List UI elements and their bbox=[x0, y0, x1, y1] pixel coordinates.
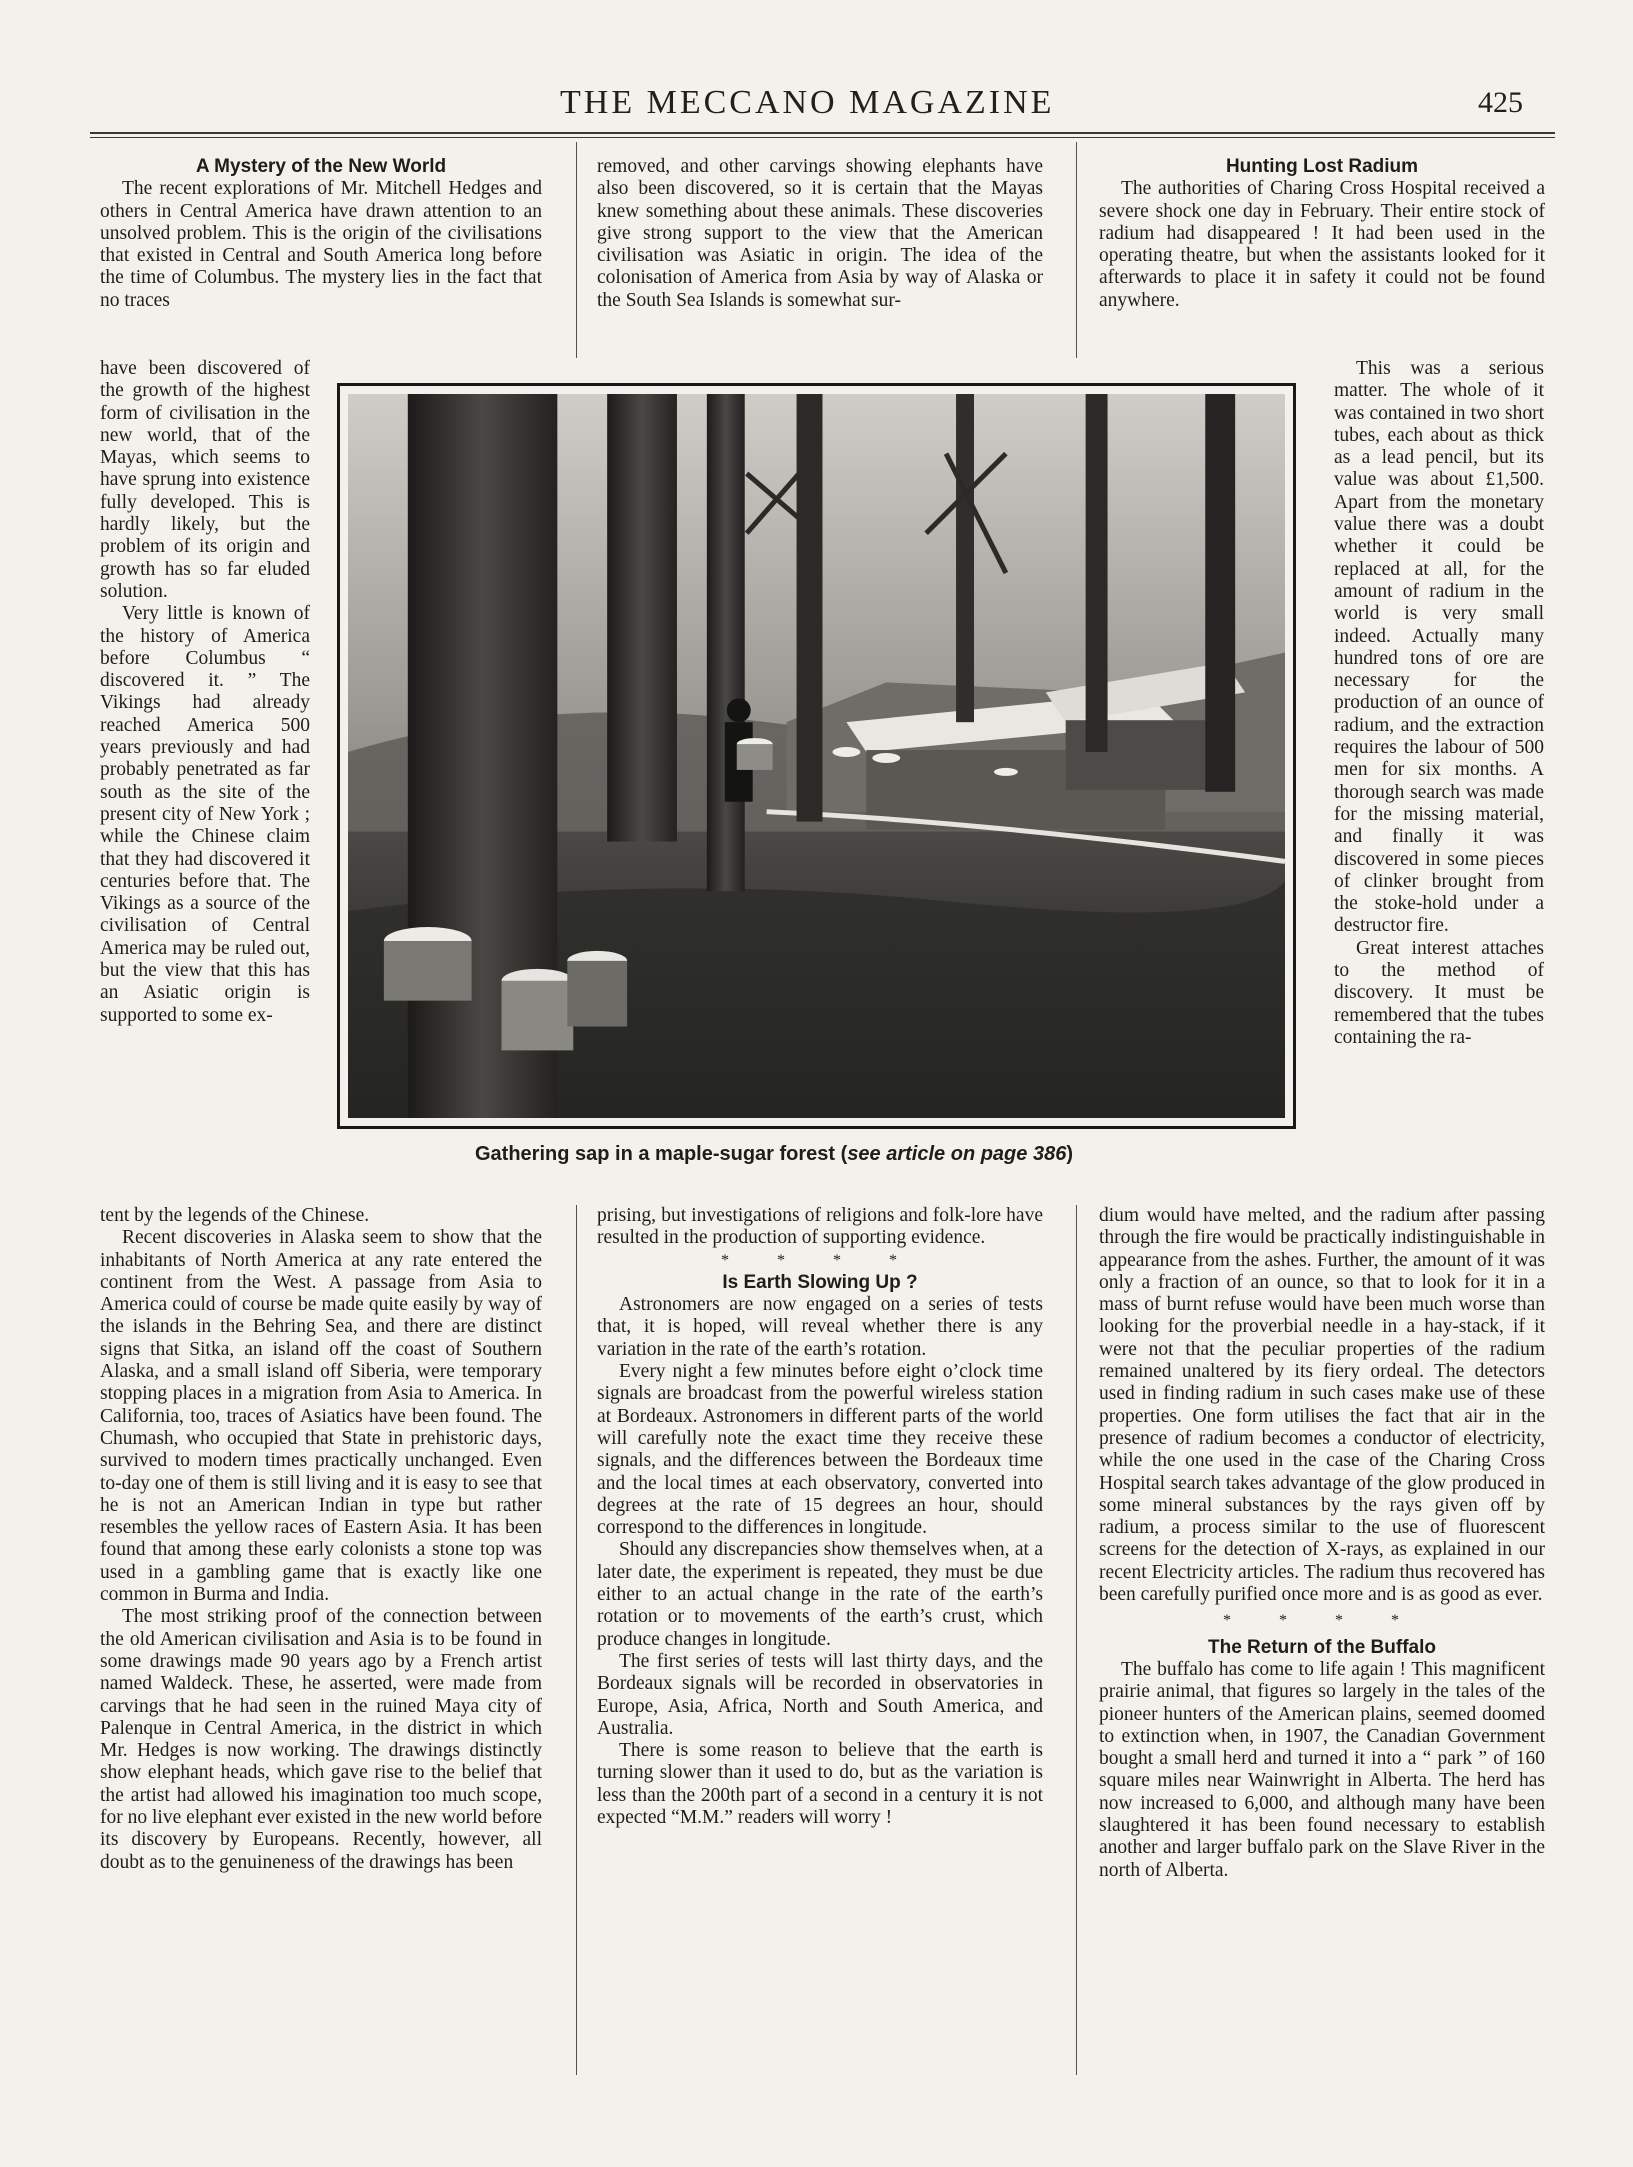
maple-forest-photo bbox=[348, 394, 1285, 1118]
mystery-paragraph-3: Very little is known of the history of America before Columbus “ discovered it. ” The Vikings had already reached America 500 years previously and had probably penetrated as far south as the site of the present city of New York ; while the Chinese claim that they had discovered it centuries before that. The Vikings as a source of the civilisation of Central America may be ruled out, but the view that this has an Asiatic origin is supported to some ex- bbox=[100, 603, 310, 1026]
mystery-article-bottom bbox=[100, 1205, 542, 1874]
mystery-paragraph-2: have been discovered of the growth of the highest form of civilisation in the new world, that of the Mayas, which seems to have sprung into existence fully developed. This is hardly likely, but the problem of its origin and growth has so far eluded solution. bbox=[100, 358, 310, 602]
header-rule-thin bbox=[90, 137, 1555, 138]
radium-paragraph-1: The authorities of Charing Cross Hospital received a severe shock one day in February. Their entire stock of radium had disappeared ! It had been used in the operating theatre, but when the assistants looked for it afterwards to place it in safety it could not be found anywhere. bbox=[1099, 178, 1545, 311]
earth-paragraph-5: There is some reason to believe that the earth is turning slower than it used to do, but as the variation is less than the 200th part of a second in a century it is not expected “M.M.” readers will worry ! bbox=[597, 1740, 1043, 1829]
radium-article-narrow bbox=[1334, 358, 1544, 1049]
radium-paragraph-2: This was a serious matter. The whole of it was contained in two short tubes, each about as thick as a lead pencil, but its value was about £1,500. Apart from the monetary value there was a doubt whether it could be replaced at all, for the amount of radium in the world is very small indeed. Actually many hundred tons of ore are necessary for the production of an ounce of radium, and the extraction requires the labour of 500 men for six months. A thorough search was made for the missing material, and finally it was discovered in some pieces of clinker brought from the stoke-hold under a destructor fire. bbox=[1334, 358, 1544, 937]
earth-paragraph-1: Astronomers are now engaged on a series of tests that, it is hoped, will reveal whether there is any variation in the rate of the earth’s rotation. bbox=[597, 1294, 1043, 1360]
earth-heading: Is Earth Slowing Up ? bbox=[722, 1271, 918, 1293]
page-number: 425 bbox=[1478, 86, 1523, 119]
mystery-paragraph-1: The recent explorations of Mr. Mitchell Hedges and others in Central America have drawn attention to an unsolved problem. This is the origin of the civilisations that existed in Central and South America long before the time of Columbus. The mystery lies in the fact that no traces bbox=[100, 178, 542, 311]
earth-paragraph-4: The first series of tests will last thirty days, and the Bordeaux signals will be recorded in observatories in Europe, Asia, Africa, North and South America, and Australia. bbox=[597, 1650, 1043, 1739]
magazine-title: THE MECCANO MAGAZINE bbox=[560, 84, 1055, 121]
radium-paragraph-4: dium would have melted, and the radium after passing through the fire would be practically indistinguishable in appearance from the ashes. Further, the amount of it was only a fraction of an ounce, so that to look for it in a mass of burnt refuse would have been much worse than looking for the proverbial needle in a hay-stack, if it were not that the peculiar properties of the radium remained unaltered by its fiery ordeal. The detectors used in finding radium in such cases make use of these properties. One form utilises the fact that air in the presence of radium becomes a conductor of electricity, while the one used in the case of the Charing Cross Hospital search takes advantage of the glow produced in some mineral substances by the rays given off by radium, a process similar to the use of fluorescent screens for the detection of X-rays, as explained in our recent Electricity articles. The radium thus recovered has been carefully purified once more and is as good as ever. bbox=[1099, 1205, 1545, 1606]
mystery-article-top bbox=[100, 156, 542, 312]
forest-illustration bbox=[348, 394, 1285, 1118]
header-rule bbox=[90, 132, 1555, 134]
photo-frame bbox=[337, 383, 1296, 1129]
mystery-paragraph-4: tent by the legends of the Chinese. bbox=[100, 1205, 370, 1226]
mystery-paragraph-5: Recent discoveries in Alaska seem to show that the inhabitants of North America at any rate entered the continent from the West. A passage from Asia to America could of course be made quite easily by way of the islands in the Behring Sea, and there are distinct signs that Sitka, an island off the coast of Southern Alaska, and a small island off Siberia, were temporary stopping places in a migration from Asia to America. In California, too, traces of Asiatics have been found. The Chumash, who occupied that State in prehistoric days, survived to modern times practically unchanged. Even to-day one of them is still living and it is easy to see that he is not an American Indian in type but rather resembles the yellow races of Eastern Asia. It has been found that among these early colonists a stone top was used in a gambling game that is exactly like one common in Burma and India. bbox=[100, 1227, 542, 1606]
buffalo-paragraph: The buffalo has come to life again ! This magnificent prairie animal, that figures so largely in the tales of the pioneer hunters of the American plains, seemed doomed to extinction when, in 1907, the Canadian Government bought a small herd and turned it into a “ park ” of 160 square miles near Wainwright in Alberta. The herd has now increased to 6,000, and although many have been slaughtered it has been found necessary to establish another and larger buffalo park on the Slave River in the north of Alberta. bbox=[1099, 1658, 1545, 1881]
mystery-paragraph-7: removed, and other carvings showing elephants have also been discovered, so it is certain that the Mayas knew something about these animals. These discoveries give strong support to the view that the American civilisation was Asiatic in origin. The idea of the colonisation of America from Asia by way of Alaska or the South Sea Islands is somewhat sur- bbox=[597, 156, 1043, 311]
column-divider-right-bottom bbox=[1076, 1205, 1077, 2075]
radium-paragraph-3: Great interest attaches to the method of discovery. It must be remembered that the tubes containing the ra- bbox=[1334, 937, 1544, 1048]
section-separator: * * * * bbox=[721, 1251, 919, 1269]
earth-article bbox=[597, 1205, 1043, 1829]
earth-paragraph-3: Should any discrepancies show themselves when, at a later date, the experiment is repeated, they must be due either to an actual change in the rate of the earth’s rotation or to movements of the earth’s crust, which produce changes in longitude. bbox=[597, 1539, 1043, 1650]
earth-paragraph-2: Every night a few minutes before eight o’clock time signals are broadcast from the powerful wireless station at Bordeaux. Astronomers in different parts of the world will carefully note the exact time they receive these signals, and the differences between the Bordeaux time and the local times at each observatory, converted into degrees at the rate of 15 degrees an hour, should correspond to the differences in longitude. bbox=[597, 1361, 1043, 1539]
caption-end: ) bbox=[1066, 1143, 1073, 1165]
mystery-article-continued bbox=[597, 156, 1043, 312]
caption-italic: see article on page 386 bbox=[847, 1143, 1067, 1165]
radium-heading: Hunting Lost Radium bbox=[1225, 156, 1419, 177]
column-divider-right-top bbox=[1076, 142, 1077, 358]
column-divider-left-bottom bbox=[576, 1205, 577, 2075]
photo-caption bbox=[475, 1143, 1073, 1166]
radium-article-top bbox=[1099, 156, 1545, 312]
mystery-heading: A Mystery of the New World bbox=[195, 156, 447, 177]
column-divider-left-top bbox=[576, 142, 577, 358]
mystery-paragraph-6: The most striking proof of the connection between the old American civilisation and Asia is to be found in some drawings made 90 years ago by a French artist named Waldeck. These, he asserted, were made from carvings that he had seen in the ruined Maya city of Palenque in Central America, in the district in which Mr. Hedges is now working. The drawings distinctly show elephant heads, which gave rise to the belief that the artist had allowed his imagination too much scope, for no live elephant ever existed in the new world before its discovery by Europeans. Recently, however, all doubt as to the genuineness of the drawings has been bbox=[100, 1606, 542, 1873]
section-separator-2: * * * * bbox=[1223, 1612, 1421, 1630]
mystery-article-narrow bbox=[100, 358, 310, 1027]
buffalo-heading: The Return of the Buffalo bbox=[1208, 1636, 1436, 1658]
caption-main: Gathering sap in a maple-sugar forest ( bbox=[475, 1143, 848, 1165]
radium-article-bottom bbox=[1099, 1205, 1545, 1882]
mystery-paragraph-8: prising, but investigations of religions and folk-lore have resulted in the production of supporting evidence. bbox=[597, 1205, 1043, 1249]
